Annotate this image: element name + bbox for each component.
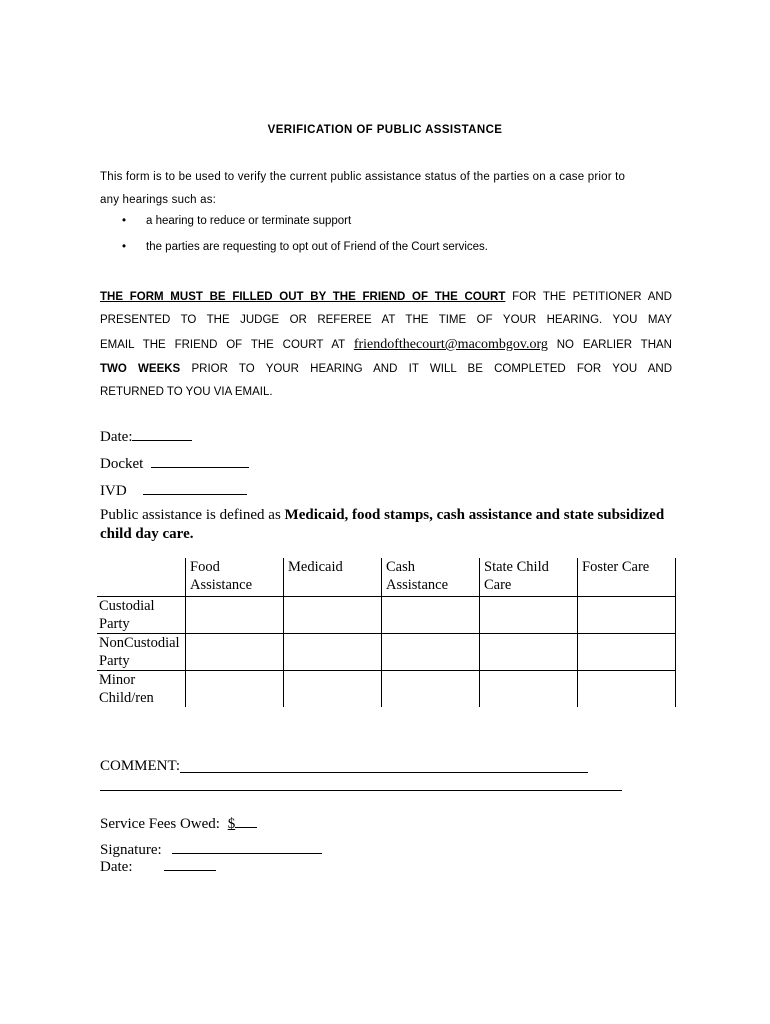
table-cell[interactable]	[578, 633, 676, 670]
bullet-dot-icon: •	[122, 241, 127, 253]
comment-line-1[interactable]	[180, 772, 588, 773]
table-cell[interactable]	[578, 596, 676, 633]
table-row	[97, 596, 676, 633]
bullet-dot-icon: •	[122, 215, 127, 227]
comment-label: COMMENT:	[100, 758, 181, 774]
table-header-cell	[97, 558, 186, 596]
signature-blank[interactable]	[172, 839, 322, 854]
table-cell[interactable]	[480, 596, 578, 633]
table-header-cell: Food Assistance	[186, 558, 284, 596]
notice-underlined-text: THE FORM MUST BE FILLED OUT BY THE FRIEND OF THE COURT	[100, 291, 506, 303]
ivd-field	[100, 480, 247, 500]
docket-blank[interactable]	[151, 453, 249, 468]
table-header-cell: State Child Care	[480, 558, 578, 596]
row-label: Custodial Party	[97, 596, 186, 633]
table-row	[97, 633, 676, 670]
table-row	[97, 670, 676, 707]
service-fees-blank[interactable]	[235, 813, 257, 828]
intro-line-1: This form is to be used to verify the current public assistance status of the parties on a case prior to	[100, 171, 626, 183]
notice-line-4	[100, 363, 672, 375]
table-cell[interactable]	[186, 633, 284, 670]
notice-line-3-pre: EMAIL THE FRIEND OF THE COURT AT	[100, 339, 354, 351]
email-link[interactable]: friendofthecourt@macombgov.org	[353, 337, 548, 352]
notice-line-1-rest: FOR THE PETITIONER AND	[505, 291, 672, 303]
table-cell[interactable]	[186, 670, 284, 707]
notice-line-3-post: NO EARLIER THAN	[547, 339, 672, 351]
table-cell[interactable]	[382, 670, 480, 707]
footer-date-label: Date:	[100, 859, 133, 875]
comment-line-2[interactable]	[100, 790, 622, 791]
table-cell[interactable]	[480, 670, 578, 707]
bullet-item-reduce-support: a hearing to reduce or terminate support	[146, 215, 352, 227]
date-blank[interactable]	[132, 426, 192, 441]
table-cell[interactable]	[480, 633, 578, 670]
assistance-definition	[100, 506, 680, 544]
date-field	[100, 426, 192, 446]
table-cell[interactable]	[382, 596, 480, 633]
table-cell[interactable]	[382, 633, 480, 670]
bullet-item-opt-out: the parties are requesting to opt out of Friend of the Court services.	[146, 241, 488, 253]
notice-bold-text: TWO WEEKS	[100, 363, 181, 375]
table-cell[interactable]	[578, 670, 676, 707]
signature-label: Signature:	[100, 842, 162, 858]
definition-bold: Medicaid, food stamps, cash assistance and state subsidized child day care.	[100, 507, 665, 542]
notice-line-5: RETURNED TO YOU VIA EMAIL.	[100, 386, 273, 398]
row-label: NonCustodial Party	[97, 633, 186, 670]
table-cell[interactable]	[186, 596, 284, 633]
table-header-cell: Foster Care	[578, 558, 676, 596]
ivd-blank[interactable]	[143, 480, 247, 495]
service-fees-currency: $	[227, 816, 236, 832]
table-cell[interactable]	[284, 633, 382, 670]
footer-date-field	[100, 856, 216, 876]
docket-field	[100, 453, 249, 473]
notice-line-2: PRESENTED TO THE JUDGE OR REFEREE AT THE TIME OF YOUR HEARING. YOU MAY	[100, 314, 672, 326]
table-cell[interactable]	[284, 596, 382, 633]
docket-label: Docket	[100, 456, 144, 472]
row-label: Minor Child/ren	[97, 670, 186, 707]
notice-line-1	[100, 291, 672, 303]
table-header-row	[97, 558, 676, 596]
service-fees-label: Service Fees Owed:	[100, 816, 220, 832]
date-label: Date:	[100, 429, 133, 445]
notice-line-3	[100, 337, 672, 353]
assistance-table	[97, 558, 676, 707]
table-cell[interactable]	[284, 670, 382, 707]
definition-prefix: Public assistance is defined as	[100, 507, 285, 523]
form-title: VERIFICATION OF PUBLIC ASSISTANCE	[267, 124, 503, 136]
service-fees-field	[100, 813, 257, 833]
intro-line-2: any hearings such as:	[100, 194, 217, 206]
table-header-cell: Cash Assistance	[382, 558, 480, 596]
table-header-cell: Medicaid	[284, 558, 382, 596]
footer-date-blank[interactable]	[164, 856, 216, 871]
notice-line-4-rest: PRIOR TO YOUR HEARING AND IT WILL BE COMPLETED FOR YOU AND	[180, 363, 672, 375]
ivd-label: IVD	[100, 483, 127, 499]
